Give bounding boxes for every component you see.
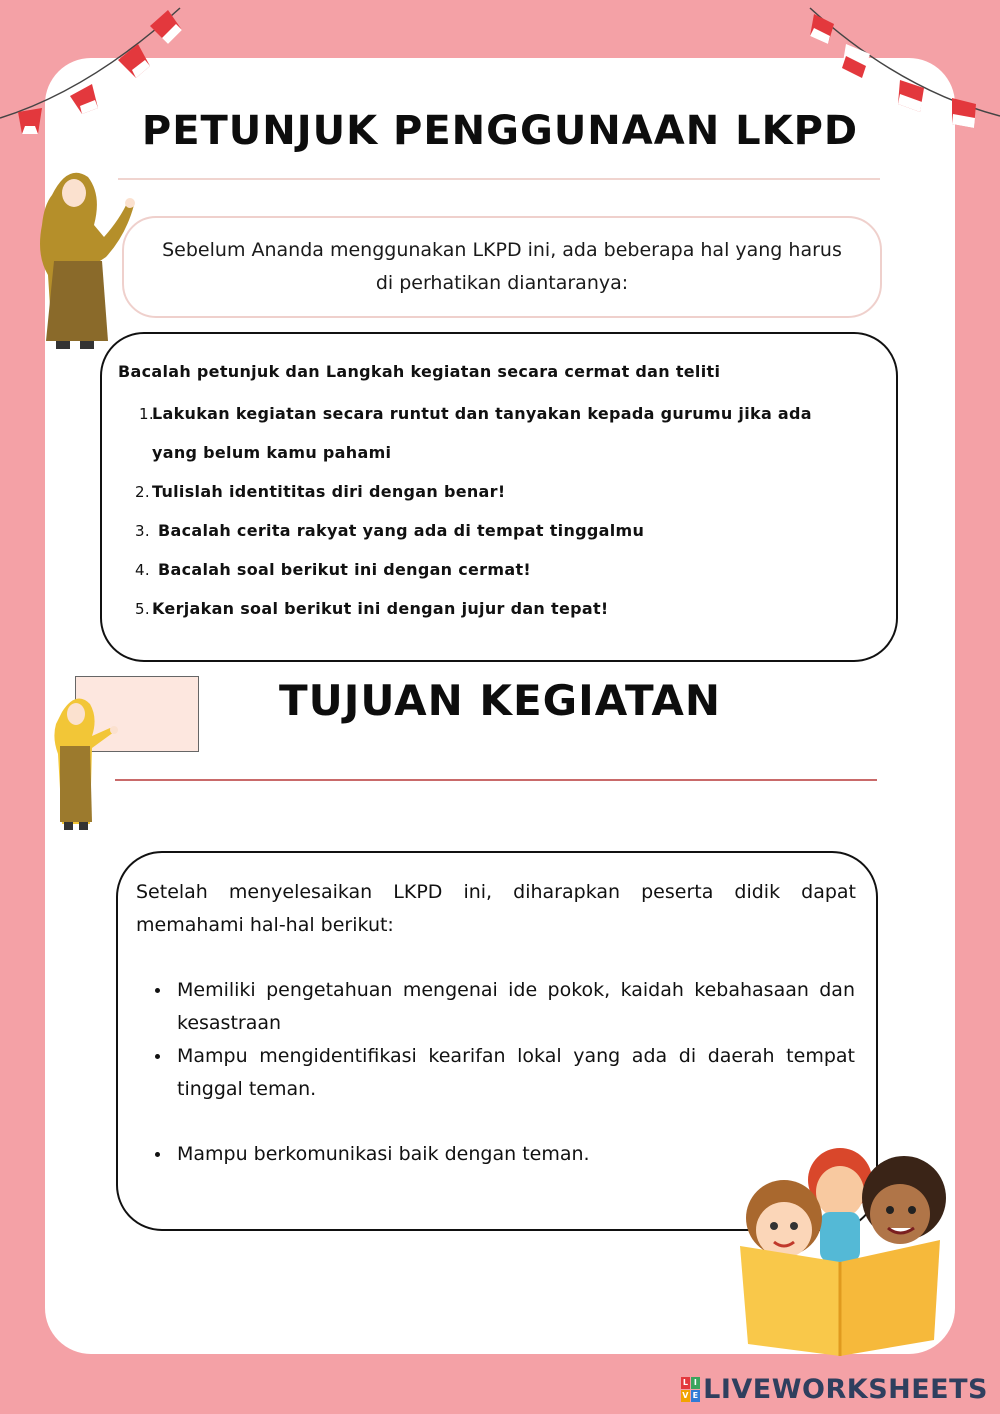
instruction-item bbox=[139, 394, 879, 434]
instruction-number: 5. bbox=[135, 600, 150, 618]
instruction-text: yang belum kamu pahami bbox=[152, 443, 392, 462]
intro-box bbox=[122, 216, 882, 318]
instruction-text: Bacalah cerita rakyat yang ada di tempat tinggalmu bbox=[158, 521, 645, 540]
goal-text: Mampu berkomunikasi baik dengan teman. bbox=[177, 1143, 590, 1165]
goal-item bbox=[155, 1040, 855, 1106]
kids-reading-illustration bbox=[728, 1140, 963, 1360]
instruction-item bbox=[135, 511, 644, 551]
bullet-icon bbox=[155, 1152, 160, 1157]
flag-icon bbox=[842, 44, 870, 78]
intro-text: Sebelum Ananda menggunakan LKPD ini, ada beberapa hal yang harus di perhatikan diantaranya: bbox=[162, 239, 842, 294]
instructions-heading: Bacalah petunjuk dan Langkah kegiatan secara cermat dan teliti bbox=[118, 362, 721, 381]
instruction-text: Tulislah identititas diri dengan benar! bbox=[152, 482, 506, 501]
instruction-item bbox=[135, 589, 609, 629]
instruction-number: 4. bbox=[135, 561, 150, 579]
goals-intro: Setelah menyelesaikan LKPD ini, diharapkan peserta didik dapat memahami hal-hal berikut: bbox=[136, 881, 856, 936]
goals-list bbox=[155, 974, 855, 1106]
title-divider bbox=[118, 178, 880, 180]
instruction-number: 2. bbox=[135, 483, 150, 501]
instruction-text: Bacalah soal berikut ini dengan cermat! bbox=[158, 560, 531, 579]
flag-icon bbox=[150, 10, 182, 44]
instruction-item bbox=[135, 550, 531, 590]
flag-icon bbox=[952, 98, 976, 128]
instruction-text: Kerjakan soal berikut ini dengan jujur dan tepat! bbox=[152, 599, 609, 618]
goal-text: Memiliki pengetahuan mengenai ide pokok, kaidah kebahasaan dan kesastraan bbox=[177, 979, 855, 1034]
goal-item bbox=[155, 974, 855, 1040]
page-title: PETUNJUK PENGGUNAAN LKPD bbox=[141, 108, 859, 154]
instruction-number: 3. bbox=[135, 522, 150, 540]
brand-name: LIVEWORKSHEETS bbox=[703, 1374, 988, 1405]
flag-icon bbox=[118, 44, 150, 78]
instruction-text: Lakukan kegiatan secara runtut dan tanyakan kepada gurumu jika ada bbox=[152, 404, 812, 423]
liveworksheets-logo-icon: L I V E bbox=[682, 1378, 699, 1400]
section-title-goals: TUJUAN KEGIATAN bbox=[278, 676, 722, 725]
bullet-icon bbox=[155, 988, 160, 993]
flag-icon bbox=[18, 108, 42, 134]
instruction-item bbox=[135, 472, 505, 512]
bullet-icon bbox=[155, 1054, 160, 1059]
liveworksheets-brand[interactable] bbox=[681, 1374, 988, 1405]
flag-icon bbox=[70, 84, 98, 114]
goals-divider bbox=[115, 779, 877, 781]
instruction-item-continuation bbox=[152, 433, 391, 472]
goal-text: Mampu mengidentifikasi kearifan lokal yang ada di daerah tempat tinggal teman. bbox=[177, 1045, 855, 1100]
instruction-number: 1. bbox=[139, 405, 154, 423]
flag-icon bbox=[810, 14, 834, 44]
